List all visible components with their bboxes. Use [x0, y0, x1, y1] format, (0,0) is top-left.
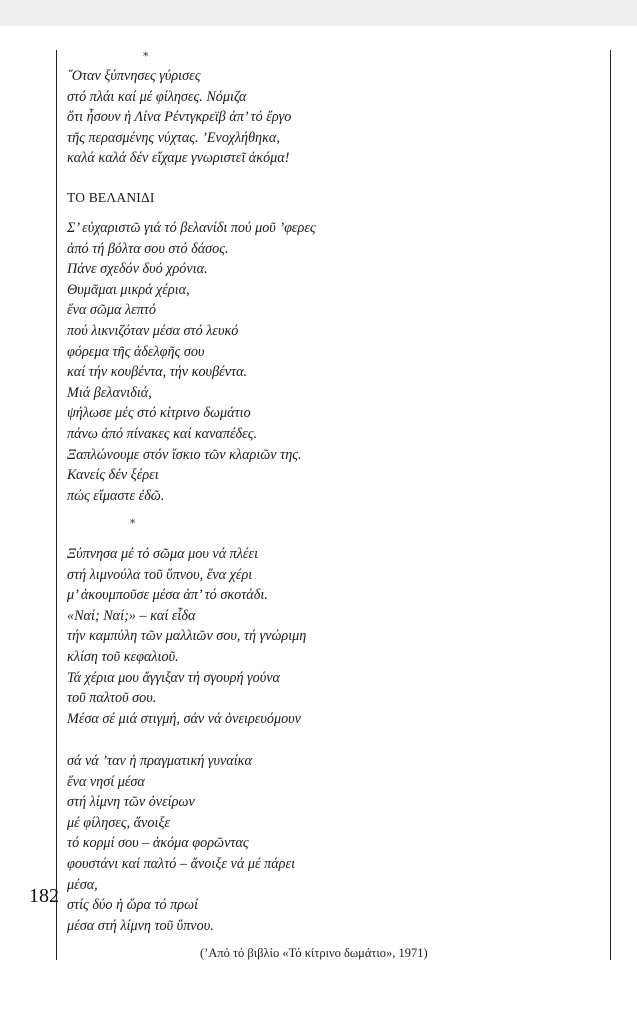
- poem-line: τῆς περασμένης νύχτας. ’Ενοχλήθηκα,: [67, 129, 280, 146]
- poem-line: στή λίμνη τῶν ὀνείρων: [67, 794, 195, 811]
- poem-line: καί τήν κουβέντα, τήν κουβέντα.: [67, 364, 248, 381]
- poem-stanza-4: [67, 751, 295, 936]
- poem-line: μέ φίλησες, ἄνοιξε: [67, 814, 171, 831]
- poem-line: Μιά βελανιδιά,: [67, 384, 152, 401]
- section-separator-asterisk: *: [143, 50, 149, 63]
- section-separator-asterisk: *: [130, 517, 136, 530]
- poem-line: ῞Οταν ξύπνησες γύρισες: [67, 68, 201, 84]
- scan-top-band: [0, 0, 637, 26]
- poem-line: στό πλάι καί μέ φίλησες. Νόμιζα: [67, 88, 247, 105]
- poem-line: Κανείς δέν ξέρει: [67, 467, 159, 484]
- poem-line: ἕνα νησί μέσα: [67, 773, 145, 790]
- poem-line: στή λιμνούλα τοῦ ὕπνου, ἕνα χέρι: [67, 566, 253, 583]
- page-number: 182: [29, 885, 59, 907]
- poem-line: Θυμᾶμαι μικρά χέρια,: [67, 281, 190, 298]
- poem-line: μέσα,: [67, 876, 98, 893]
- poem-line: πώς εἴμαστε ἐδῶ.: [67, 487, 165, 504]
- poem-line: Μέσα σέ μιά στιγμή, σάν νά ὀνειρευόμουν: [67, 710, 301, 727]
- poem-line: τήν καμπύλη τῶν μαλλιῶν σου, τή γνώριμη: [67, 628, 307, 645]
- poem-line: πού λικνιζόταν μέσα στό λευκό: [67, 322, 239, 339]
- poem-line: τοῦ παλτοῦ σου.: [67, 690, 157, 707]
- poem-line: Ξύπνησα μέ τό σῶμα μου νά πλέει: [67, 546, 259, 562]
- poem-line: στίς δύο ἡ ὥρα τό πρωί: [67, 897, 199, 914]
- poem-stanza-2: [67, 218, 316, 506]
- poem-line: Πάνε σχεδόν δυό χρόνια.: [67, 261, 208, 278]
- poem-line: μ’ ἀκουμποῦσε μέσα ἀπ’ τό σκοτάδι.: [67, 587, 268, 604]
- poem-line: κλίση τοῦ κεφαλιοῦ.: [67, 648, 179, 665]
- poem-line: «Ναί; Ναί;» – καί εἶδα: [67, 607, 196, 624]
- poem-line: σά νά ’ταν ἡ πραγματική γυναίκα: [67, 753, 252, 769]
- poem-line: φόρεμα τῆς ἀδελφῆς σου: [67, 343, 205, 360]
- poem-line: ἀπό τή βόλτα σου στό δάσος.: [67, 240, 229, 257]
- poem-line: ὅτι ἦσουν ἡ Λίνα Ρέντγκρεϊβ ἀπ’ τό ἔργο: [67, 109, 292, 126]
- poem-line: Σ’ εὐχαριστῶ γιά τό βελανίδι πού μοῦ ’φερες: [67, 220, 316, 236]
- poem-line: ἕνα σῶμα λεπτό: [67, 302, 157, 319]
- poem-line: καλά καλά δέν εἴχαμε γνωριστεῖ ἀκόμα!: [67, 150, 290, 167]
- poem-stanza-3: [67, 544, 306, 729]
- poem-stanza-1: [67, 66, 291, 169]
- left-margin-rule: [56, 50, 57, 960]
- poem-line: Ξαπλώνουμε στόν ἴσκιο τῶν κλαριῶν της.: [67, 446, 302, 463]
- poem-line: φουστάνι καί παλτό – ἄνοιξε νά μέ πάρει: [67, 855, 296, 872]
- poem-title: ΤΟ ΒΕΛΑΝΙΔΙ: [67, 190, 155, 205]
- poem-line: μέσα στή λίμνη τοῦ ὕπνου.: [67, 917, 214, 934]
- source-citation: (’Από τό βιβλίο «Τό κίτρινο δωμάτιο», 1971): [200, 946, 428, 960]
- poem-line: Τά χέρια μου ἄγγιξαν τή σγουρή γούνα: [67, 669, 280, 686]
- poem-line: τό κορμί σου – ἀκόμα φορῶντας: [67, 835, 249, 852]
- poem-line: πάνω ἀπό πίνακες καί καναπέδες.: [67, 425, 258, 442]
- poem-line: ψήλωσε μές στό κίτρινο δωμάτιο: [67, 405, 251, 422]
- right-margin-rule: [610, 50, 611, 960]
